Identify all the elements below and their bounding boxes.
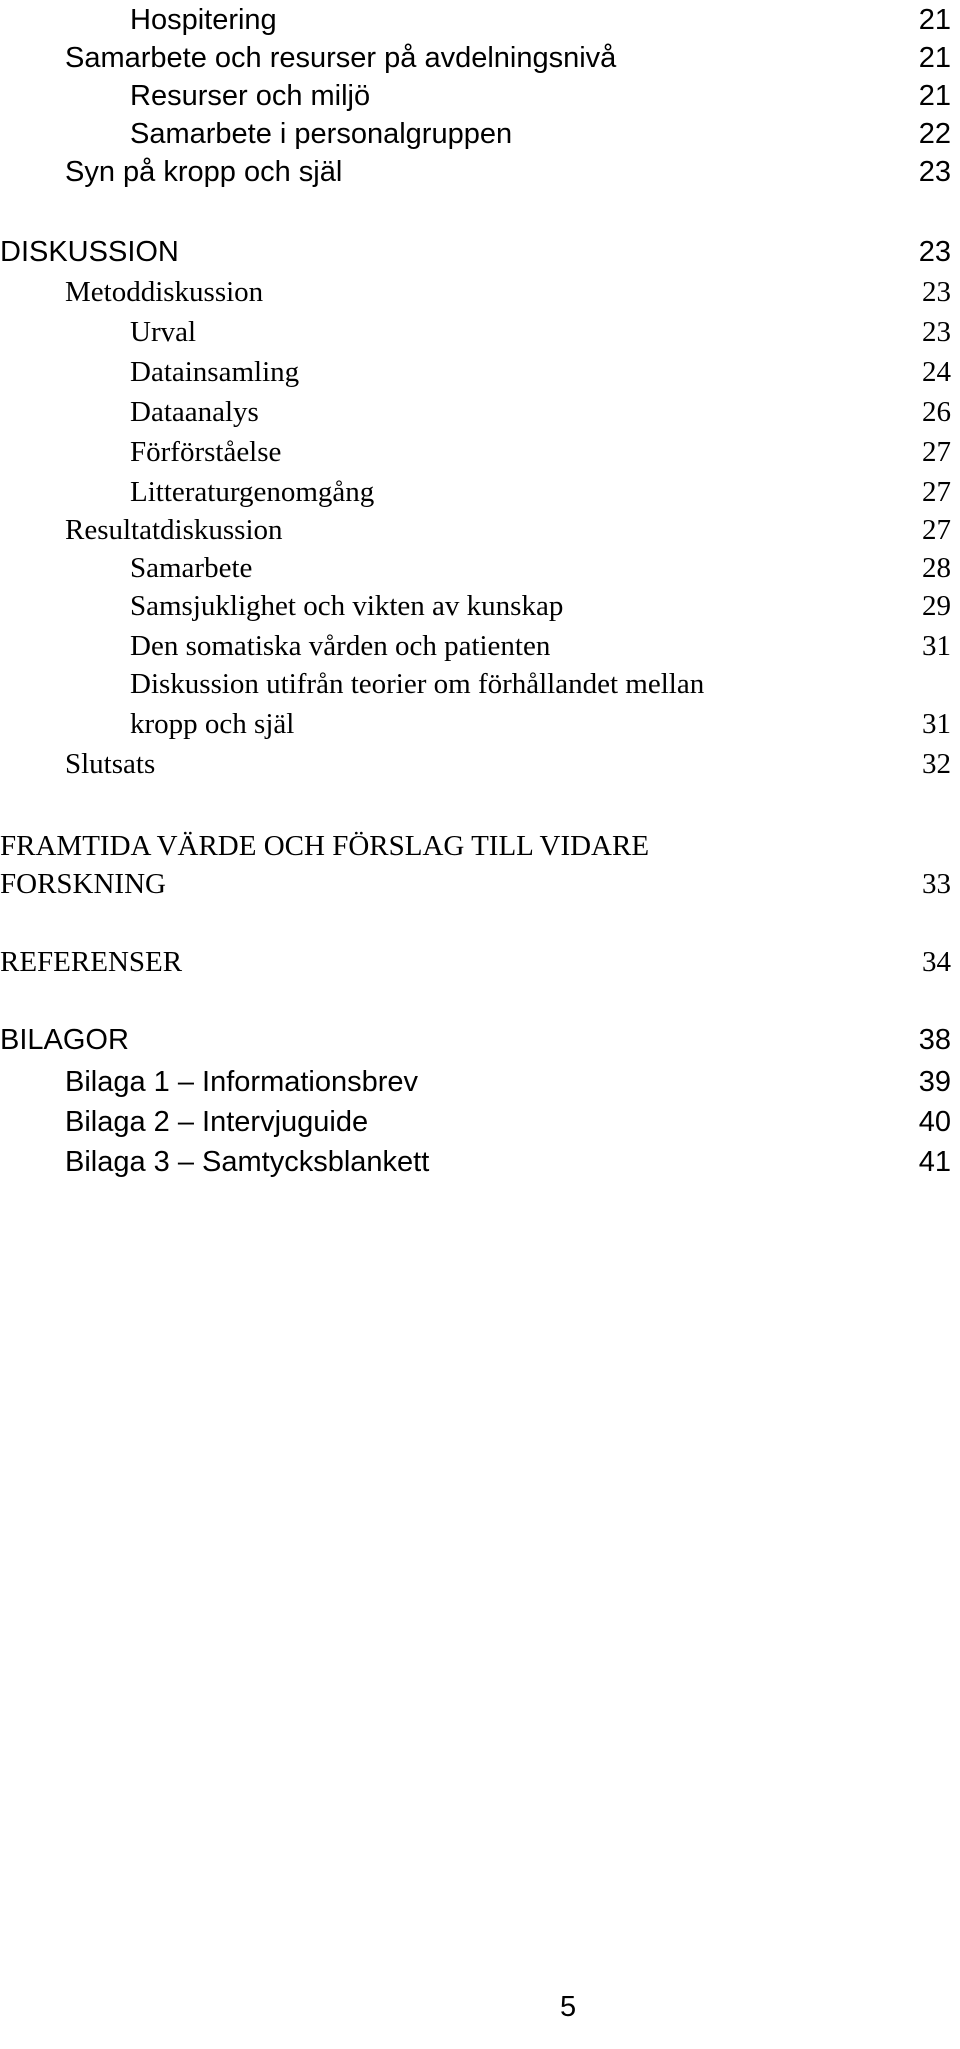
toc-entry-title: FORSKNING (0, 868, 166, 900)
toc-entry-page: 23 (922, 316, 951, 348)
toc-entry-title: Bilaga 1 – Informationsbrev (65, 1066, 419, 1098)
toc-entry-page: 22 (918, 118, 951, 150)
toc-entry-page: 27 (922, 436, 951, 468)
toc-entry (0, 114, 960, 154)
toc-entry-page: 21 (918, 4, 951, 36)
toc-entry-page: 23 (918, 236, 951, 268)
toc-entry-title: Urval (130, 316, 197, 348)
toc-entry (0, 352, 960, 392)
toc-entry-page: 38 (918, 1024, 951, 1056)
toc-entry (0, 664, 960, 704)
toc-entry (0, 432, 960, 472)
toc-entry-title: REFERENSER (0, 946, 183, 978)
toc-entry-title: Samsjuklighet och vikten av kunskap (130, 590, 564, 622)
toc-entry-page: 27 (922, 476, 951, 508)
toc-entry-title: Syn på kropp och själ (65, 156, 343, 188)
toc-entry (0, 232, 960, 272)
toc-entry-title: Bilaga 2 – Intervjuguide (65, 1106, 369, 1138)
toc-entry-title: Slutsats (65, 748, 156, 780)
toc-entry-title: Bilaga 3 – Samtycksblankett (65, 1146, 430, 1178)
toc-entry-page: 41 (918, 1146, 951, 1178)
toc-entry-page: 31 (922, 708, 951, 740)
toc-entry (0, 1062, 960, 1102)
toc-entry (0, 510, 960, 550)
toc-entry (0, 312, 960, 352)
toc-entry (0, 1102, 960, 1142)
toc-entry-page: 24 (922, 356, 951, 388)
toc-entry (0, 1142, 960, 1182)
toc-entry-page: 40 (918, 1106, 951, 1138)
toc-entry-title: Samarbete och resurser på avdelningsnivå (65, 42, 617, 74)
toc-entry (0, 76, 960, 116)
toc-entry-title: Diskussion utifrån teorier om förhållandet mellan (130, 668, 705, 700)
toc-entry-title: Samarbete (130, 552, 253, 584)
toc-entry (0, 626, 960, 666)
toc-entry-page: 33 (922, 868, 951, 900)
toc-entry (0, 38, 960, 78)
toc-entry-page: 32 (922, 748, 951, 780)
toc-entry (0, 826, 960, 866)
toc-entry-page: 31 (922, 630, 951, 662)
toc-entry (0, 942, 960, 982)
toc-entry-page: 23 (918, 156, 951, 188)
toc-entry-title: Den somatiska vården och patienten (130, 630, 551, 662)
toc-entry (0, 586, 960, 626)
toc-entry-title: Dataanalys (130, 396, 259, 428)
toc-entry-page: 23 (922, 276, 951, 308)
toc-entry-page: 34 (922, 946, 951, 978)
toc-entry (0, 0, 960, 40)
toc-entry-title: Datainsamling (130, 356, 300, 388)
toc-entry-page: 39 (918, 1066, 951, 1098)
toc-entry-title: Hospitering (130, 4, 277, 36)
toc-entry-title: Resultatdiskussion (65, 514, 283, 546)
toc-entry-title: BILAGOR (0, 1024, 129, 1056)
toc-entry-title: Samarbete i personalgruppen (130, 118, 513, 150)
toc-entry-title: DISKUSSION (0, 236, 179, 268)
toc-entry-title: Litteraturgenomgång (130, 476, 375, 508)
toc-entry-page: 21 (918, 42, 951, 74)
toc-entry (0, 152, 960, 192)
toc-entry (0, 1020, 960, 1060)
toc-entry-page: 26 (922, 396, 951, 428)
toc-entry-page: 28 (922, 552, 951, 584)
toc-entry-title: FRAMTIDA VÄRDE OCH FÖRSLAG TILL VIDARE (0, 830, 650, 862)
toc-entry-page: 21 (918, 80, 951, 112)
toc-entry (0, 392, 960, 432)
toc-entry (0, 744, 960, 784)
toc-entry-title: Resurser och miljö (130, 80, 371, 112)
toc-entry-title: Förförståelse (130, 436, 282, 468)
toc-entry-page: 29 (922, 590, 951, 622)
toc-entry (0, 272, 960, 312)
page-number: 5 (560, 1991, 577, 2023)
toc-entry (0, 548, 960, 588)
toc-entry-title: kropp och själ (130, 708, 295, 740)
toc-entry-page: 27 (922, 514, 951, 546)
toc-entry (0, 704, 960, 744)
toc-entry (0, 864, 960, 904)
toc-entry (0, 472, 960, 512)
toc-entry-title: Metoddiskussion (65, 276, 264, 308)
